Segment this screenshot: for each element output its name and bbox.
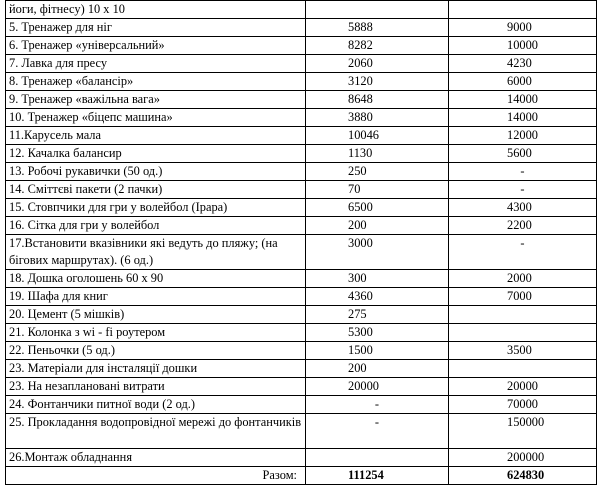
amount-2-cell: -	[449, 235, 597, 270]
table-row	[6, 127, 597, 145]
amount-1-cell: 300	[306, 270, 449, 288]
budget-table-body	[6, 1, 597, 485]
amount-1-cell: 20000	[306, 378, 449, 396]
budget-table	[5, 0, 597, 485]
item-name-cell: 8. Тренажер «балансір»	[6, 73, 306, 91]
amount-1-cell: 1500	[306, 342, 449, 360]
amount-1-cell: 200	[306, 217, 449, 235]
table-row	[6, 37, 597, 55]
item-name-cell: 6. Тренажер «універсальний»	[6, 37, 306, 55]
amount-2-cell: 70000	[449, 396, 597, 414]
amount-1-cell: 275	[306, 306, 449, 324]
amount-2-cell: 9000	[449, 19, 597, 37]
item-name-cell: 19. Шафа для книг	[6, 288, 306, 306]
amount-2-cell: 150000	[449, 414, 597, 449]
amount-1-cell	[306, 1, 449, 19]
item-name-cell: 11.Карусель мала	[6, 127, 306, 145]
total-row	[6, 467, 597, 485]
table-row	[6, 360, 597, 378]
amount-1-cell: 5300	[306, 324, 449, 342]
item-name-cell: 18. Дошка оголошень 60 х 90	[6, 270, 306, 288]
amount-2-cell: 14000	[449, 91, 597, 109]
amount-1-cell: 8648	[306, 91, 449, 109]
amount-1-cell: -	[306, 414, 449, 449]
amount-1-cell: 10046	[306, 127, 449, 145]
table-row	[6, 1, 597, 19]
amount-2-cell: 4300	[449, 199, 597, 217]
amount-2-cell: 14000	[449, 109, 597, 127]
table-row	[6, 109, 597, 127]
amount-1-cell: 5888	[306, 19, 449, 37]
amount-2-cell: 2200	[449, 217, 597, 235]
item-name-cell: 14. Сміттєві пакети (2 пачки)	[6, 181, 306, 199]
amount-2-cell: -	[449, 181, 597, 199]
amount-1-cell: 6500	[306, 199, 449, 217]
amount-2-cell: 4230	[449, 55, 597, 73]
item-name-cell: 24. Фонтанчики питної води (2 од.)	[6, 396, 306, 414]
total-amount-1: 111254	[306, 467, 449, 485]
item-name-cell: 25. Прокладання водопровідної мережі до фонтанчиків	[6, 414, 306, 449]
amount-1-cell: 3120	[306, 73, 449, 91]
table-row	[6, 73, 597, 91]
table-row	[6, 342, 597, 360]
item-name-cell: 10. Тренажер «біцепс машина»	[6, 109, 306, 127]
item-name-cell: 9. Тренажер «важільна вага»	[6, 91, 306, 109]
table-row	[6, 145, 597, 163]
item-name-cell: 23. Матеріали для інсталяції дошки	[6, 360, 306, 378]
table-row	[6, 19, 597, 37]
item-name-cell: 22. Пеньочки (5 од.)	[6, 342, 306, 360]
amount-1-cell: 3880	[306, 109, 449, 127]
amount-1-cell	[306, 449, 449, 467]
amount-2-cell: 20000	[449, 378, 597, 396]
item-name-cell: 13. Робочі рукавички (50 од.)	[6, 163, 306, 181]
amount-1-cell: 3000	[306, 235, 449, 270]
amount-1-cell: 250	[306, 163, 449, 181]
amount-2-cell: 7000	[449, 288, 597, 306]
item-name-cell: 21. Колонка з wi - fi роутером	[6, 324, 306, 342]
total-amount-2: 624830	[449, 467, 597, 485]
amount-1-cell: 1130	[306, 145, 449, 163]
table-row	[6, 396, 597, 414]
item-name-cell: 5. Тренажер для ніг	[6, 19, 306, 37]
amount-2-cell	[449, 324, 597, 342]
item-name-cell: 15. Стовпчики для гри у волейбол (Ipара)	[6, 199, 306, 217]
amount-1-cell: 70	[306, 181, 449, 199]
table-row	[6, 449, 597, 467]
amount-2-cell: 12000	[449, 127, 597, 145]
amount-2-cell: 10000	[449, 37, 597, 55]
amount-2-cell: -	[449, 163, 597, 181]
item-name-cell: 17.Встановити вказівники які ведуть до пляжу; (на бігових маршрутах). (6 од.)	[6, 235, 306, 270]
item-name-cell: 12. Качалка балансир	[6, 145, 306, 163]
item-name-cell: 16. Сітка для гри у волейбол	[6, 217, 306, 235]
amount-2-cell	[449, 306, 597, 324]
item-name-cell: 20. Цемент (5 мішків)	[6, 306, 306, 324]
table-row	[6, 270, 597, 288]
item-name-cell: йоги, фітнесу) 10 х 10	[6, 1, 306, 19]
amount-2-cell: 5600	[449, 145, 597, 163]
table-row	[6, 91, 597, 109]
amount-2-cell: 3500	[449, 342, 597, 360]
table-row	[6, 55, 597, 73]
table-row	[6, 324, 597, 342]
amount-2-cell: 6000	[449, 73, 597, 91]
total-label: Разом:	[6, 467, 306, 485]
table-row	[6, 235, 597, 270]
amount-2-cell: 2000	[449, 270, 597, 288]
table-row	[6, 217, 597, 235]
table-row	[6, 306, 597, 324]
table-row	[6, 181, 597, 199]
amount-2-cell: 200000	[449, 449, 597, 467]
item-name-cell: 7. Лавка для пресу	[6, 55, 306, 73]
table-row	[6, 163, 597, 181]
amount-1-cell: 8282	[306, 37, 449, 55]
amount-2-cell	[449, 1, 597, 19]
item-name-cell: 23. На незаплановані витрати	[6, 378, 306, 396]
amount-1-cell: -	[306, 396, 449, 414]
item-name-cell: 26.Монтаж обладнання	[6, 449, 306, 467]
table-row	[6, 288, 597, 306]
table-row	[6, 378, 597, 396]
amount-1-cell: 4360	[306, 288, 449, 306]
amount-1-cell: 200	[306, 360, 449, 378]
amount-2-cell	[449, 360, 597, 378]
table-row	[6, 199, 597, 217]
table-row	[6, 414, 597, 449]
amount-1-cell: 2060	[306, 55, 449, 73]
